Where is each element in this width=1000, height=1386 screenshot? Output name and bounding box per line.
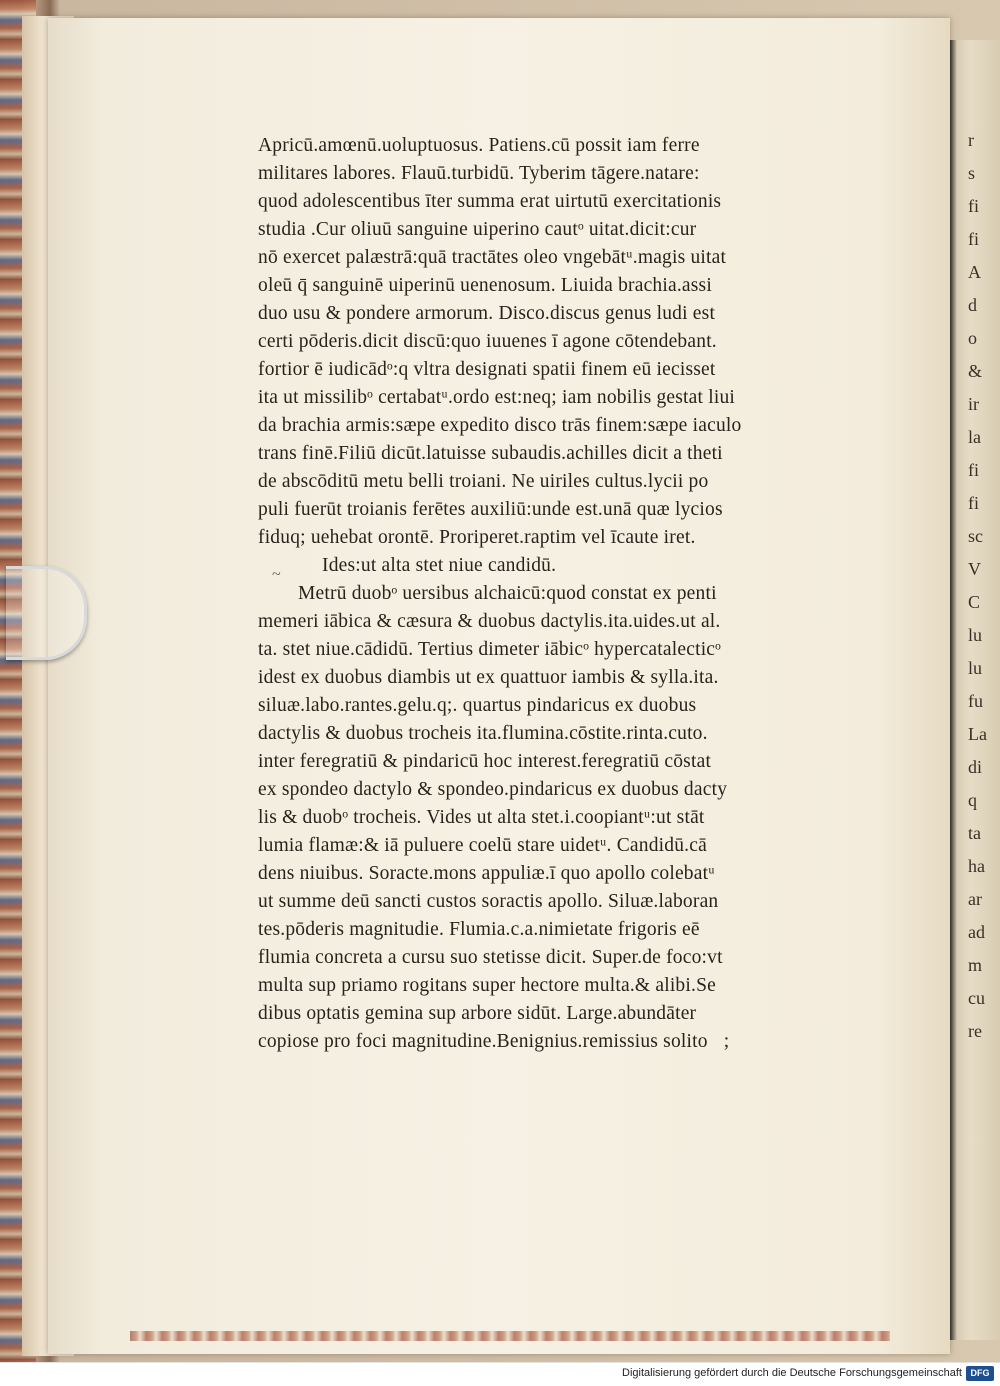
text-line: lis & duobᵒ trocheis. Vides ut alta stet.i.coopiantᵘ:ut stāt	[258, 807, 705, 828]
text-line: inter feregratiū & pindaricū hoc interest.feregratiū cōstat	[258, 751, 712, 772]
footer-credit: Digitalisierung gefördert durch die Deutsche Forschungsgemeinschaft	[622, 1367, 962, 1379]
text-line: multa sup priamo rogitans super hectore multa.& alibi.Se	[258, 975, 716, 996]
facing-page-fragment: fu	[968, 691, 983, 711]
text-line: fiduq; uehebat orontē. Proriperet.raptim vel īcaute iret.	[258, 527, 696, 548]
text-line: ta. stet niue.cādidū. Tertius dimeter iābicᵒ hypercatalecticᵒ	[258, 639, 721, 660]
text-line: ex spondeo dactylo & spondeo.pindaricus ex duobus dacty	[258, 779, 728, 800]
facing-page-fragment: re	[968, 1021, 982, 1041]
text-line: dibus optatis gemina sup arbore sidūt. Large.abundāter	[258, 1003, 697, 1024]
facing-page-fragment: fi	[968, 196, 979, 216]
trailing-mark: ;	[723, 1031, 730, 1052]
text-line: duo usu & pondere armorum. Disco.discus genus ludi est	[258, 303, 716, 324]
page-bottom-edge	[130, 1331, 890, 1341]
facing-page-fragment: fi	[968, 493, 979, 513]
text-line: quod adolescentibus īter summa erat uirtutū exercitationis	[258, 191, 722, 212]
facing-page-fragment: ta	[968, 823, 981, 843]
text-line: certi pōderis.dicit discū:quo iuuenes ī agone cōtendebant.	[258, 331, 717, 352]
footer-bar	[0, 1362, 1000, 1386]
facing-page-fragment: A	[968, 262, 981, 282]
facing-page-fragment: sc	[968, 526, 983, 546]
commentary-text-block	[258, 132, 858, 1056]
text-line: nō exercet palæstrā:quā tractātes oleo vngebātᵘ.magis uitat	[258, 247, 727, 268]
facing-page-fragment: ir	[968, 394, 979, 414]
facing-page-fragment: q	[968, 790, 977, 810]
margin-mark: ~	[272, 566, 281, 583]
text-line: lumia flamæ:& iā puluere coelū stare uidetᵘ. Candidū.cā	[258, 835, 707, 856]
text-line: copiose pro foci magnitudine.Benignius.remissius solito ;	[258, 1031, 730, 1052]
text-line: puli fuerūt troianis ferētes auxiliū:unde est.unā quæ lycios	[258, 499, 723, 520]
text-line: flumia concreta a cursu suo stetisse dicit. Super.de foco:vt	[258, 947, 723, 968]
facing-page-fragment: ad	[968, 922, 985, 942]
facing-page-fragment: la	[968, 427, 981, 447]
dfg-logo: DFG	[966, 1366, 994, 1381]
text-line: dens niuibus. Soracte.mons appuliæ.ī quo apollo colebatᵘ	[258, 863, 715, 884]
facing-page-fragment: d	[968, 295, 977, 315]
facing-page-fragment: lu	[968, 625, 983, 645]
facing-page-fragment: r	[968, 130, 974, 150]
text-line: de abscōditū metu belli troiani. Ne uiriles cultus.lycii po	[258, 471, 709, 492]
text-line: siluæ.labo.rantes.gelu.q;. quartus pindaricus ex duobus	[258, 695, 697, 716]
facing-page-fragment: fi	[968, 460, 979, 480]
text-line: Apricū.amœnū.uoluptuosus. Patiens.cū possit iam ferre	[258, 135, 700, 156]
facing-page-fragment: m	[968, 955, 983, 975]
facing-page-fragment: La	[968, 724, 987, 744]
facing-page-fragment: ar	[968, 889, 982, 909]
facing-page-fragment: C	[968, 592, 981, 612]
facing-page-fragment: V	[968, 559, 981, 579]
page-clip	[6, 566, 87, 660]
text-line: tes.pōderis magnitudie. Flumia.c.a.nimietate frigoris eē	[258, 919, 700, 940]
text-line: da brachia armis:sæpe expedito disco trās finem:sæpe iaculo	[258, 415, 742, 436]
facing-page-fragment: di	[968, 757, 983, 777]
text-line: studia .Cur oliuū sanguine uiperino cautᵒ uitat.dicit:cur	[258, 219, 697, 240]
text-line: Metrū duobᵒ uersibus alchaicū:quod constat ex penti	[298, 583, 717, 604]
text-line: memeri iābica & cæsura & duobus dactylis.ita.uides.ut al.	[258, 611, 721, 632]
facing-page-fragment: s	[968, 163, 976, 183]
facing-page-fragment: lu	[968, 658, 983, 678]
text-line: ut summe deū sancti custos soractis apollo. Siluæ.laboran	[258, 891, 719, 912]
facing-page-fragment: o	[968, 328, 977, 348]
text-line: fortior ē iudicādᵒ:q vltra designati spatii finem eū iecisset	[258, 359, 716, 380]
facing-page-fragment: &	[968, 361, 983, 381]
text-line: idest ex duobus diambis ut ex quattuor iambis & sylla.ita.	[258, 667, 719, 688]
text-line: militares labores. Flauū.turbidū. Tyberim tāgere.natare:	[258, 163, 700, 184]
text-line: trans finē.Filiū dicūt.latuisse subaudis.achilles dicit a theti	[258, 443, 723, 464]
text-line: oleū q̄ sanguinē uiperinū uenenosum. Liuida brachia.assi	[258, 275, 712, 296]
text-line: ita ut missilibᵒ certabatᵘ.ordo est:neq; iam nobilis gestat liui	[258, 387, 736, 408]
text-line: Ides:ut alta stet niue candidū.	[322, 555, 557, 576]
facing-page-fragment: fi	[968, 229, 979, 249]
facing-page-edge	[950, 40, 1000, 1340]
facing-page-fragment: ha	[968, 856, 985, 876]
facing-page-fragment: cu	[968, 988, 985, 1008]
text-line: dactylis & duobus trocheis ita.flumina.cōstite.rinta.cuto.	[258, 723, 708, 744]
